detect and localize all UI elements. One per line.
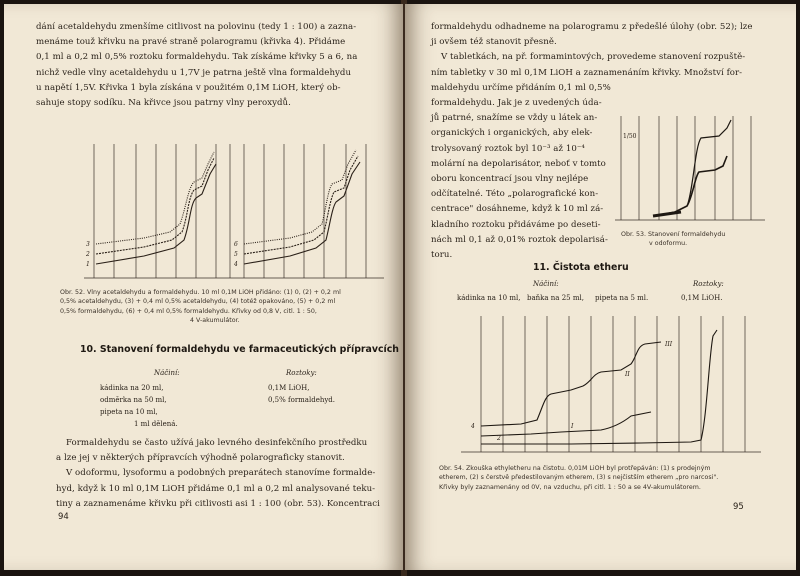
- solutions-label: Roztoky:: [693, 280, 724, 288]
- curve-label: 4: [471, 423, 475, 430]
- tool-item: kádinka na 10 ml,: [457, 294, 521, 302]
- text-line: ji ovšem též stanovit přesně.: [431, 37, 557, 48]
- text-line: centrace" dosáhneme, když k 10 ml zá-: [431, 204, 604, 215]
- tool-item: odměrka na 50 ml,: [100, 396, 167, 404]
- curve-label: III: [665, 341, 673, 348]
- solution-item: 0,1M LiOH,: [268, 384, 310, 392]
- text-line: maldehydu určíme přidáním 0,1 ml 0,5%: [431, 82, 611, 93]
- text-line: a lze jej v některých přípravcích výhodně polarograficky stanovit.: [56, 453, 345, 464]
- left-page: [4, 4, 403, 570]
- caption-line: 0,5% acetaldehydu, (3) + 0,4 ml 0,5% acetaldehydu, (4) totéž opakováno, (5) + 0,2 ml: [60, 298, 336, 306]
- curve-label: 2: [497, 435, 501, 442]
- caption-line: Obr. 52. Vlny acetaldehydu a formaldehydu. 10 ml 0,1M LiOH přidáno: (1) 0, (2) + 0,2 ml: [60, 289, 341, 296]
- text-line: nichž vedle vlny acetaldehydu u 1,7V je patrna ještě vlna formaldehydu: [36, 67, 352, 78]
- text-line: toru.: [431, 250, 453, 261]
- figure-53-sensitivity-label: 1/50: [623, 133, 637, 140]
- text-line: oboru koncentrací jsou vlny nejlépe: [431, 174, 589, 185]
- curve-label: I: [571, 423, 574, 430]
- tool-item: kádinka na 20 ml,: [100, 384, 164, 392]
- curve-label: 4: [234, 261, 238, 268]
- text-line: Formaldehydu se často užívá jako levného desinfekčního prostředku: [66, 438, 368, 448]
- page-number: 94: [58, 512, 69, 522]
- text-line: trolysovaný roztok byl 10⁻³ až 10⁻⁴: [431, 143, 585, 154]
- figure-52-polarogram: [84, 144, 384, 284]
- tools-label: Náčiní:: [154, 369, 180, 377]
- text-line: ním tabletky v 30 ml 0,1M LiOH a zaznamenáním křivky. Množství for-: [431, 67, 743, 78]
- text-line: u napětí 1,5V. Křivka 1 byla získána v použitém 0,1M LiOH, který ob-: [36, 82, 341, 93]
- caption-line: Křivky byly zaznamenány od 0V, na vzduchu, při citl. 1 : 50 a se 4V-akumulátorem.: [439, 483, 701, 491]
- text-line: V odoformu, lysoformu a podobných preparátech stanovíme formalde-: [66, 468, 376, 479]
- figure-53-polarogram: [615, 116, 765, 228]
- text-line: menáme touž křivku na pravé straně polarogramu (křivka 4). Přidáme: [36, 37, 346, 48]
- solutions-label: Roztoky:: [286, 369, 317, 377]
- text-line: formaldehydu odhadneme na polarogramu z předešlé úlohy (obr. 52); lze: [431, 22, 753, 32]
- caption-line: v odoformu.: [649, 240, 688, 248]
- figure-54-polarogram: [461, 316, 761, 458]
- curve-label: 3: [86, 241, 90, 248]
- paragraph-concentration: [431, 96, 608, 263]
- text-line: 0,1 ml a 0,2 ml 0,5% roztoku formaldehydu. Tak získáme křivky 5 a 6, na: [36, 52, 358, 63]
- curve-label: 5: [234, 251, 238, 258]
- section-heading-10: 10. Stanovení formaldehydu ve farmaceutických přípravcích: [80, 344, 399, 355]
- text-line: jů patrné, snažíme se vždy u látek an-: [431, 113, 598, 124]
- paragraph-estimate: [431, 20, 753, 96]
- caption-line: 4 V-akumulátor.: [190, 317, 240, 325]
- section-heading-11: 11. Čistota etheru: [533, 262, 629, 273]
- page-number: 95: [733, 502, 744, 512]
- curve-label: II: [625, 371, 630, 378]
- solution-item: 0,5% formaldehyd.: [268, 396, 336, 404]
- text-line: sahuje stopy sodíku. Na křivce jsou patrny vlny peroxydů.: [36, 98, 291, 109]
- text-line: dání acetaldehydu zmenšíme citlivost na polovinu (tedy 1 : 100) a zazna-: [36, 22, 357, 32]
- solution-item: 0,1M LiOH.: [681, 294, 723, 302]
- text-line: kladního roztoku přidáváme po deseti-: [431, 219, 601, 230]
- figure-54-caption: [439, 464, 718, 492]
- text-line: V tabletkách, na př. formamintových, provedeme stanovení rozpuště-: [441, 52, 746, 63]
- right-page: [405, 4, 796, 570]
- paragraph-formaldehyde: [56, 436, 380, 512]
- tool-item: 1 ml dělená.: [134, 420, 178, 428]
- text-line: hyd, když k 10 ml 0,1M LiOH přidáme 0,1 ml a 0,2 ml analysované teku-: [56, 483, 376, 494]
- figure-52-caption: [60, 288, 341, 326]
- paragraph-acetaldehyde: [36, 20, 357, 111]
- curve-label: 1: [86, 261, 90, 268]
- caption-line: 0,5% formaldehydu, (6) + 0,4 ml 0,5% formaldehydu. Křivky od 0,8 V, citl. 1 : 50,: [60, 307, 317, 315]
- curve-label: 2: [86, 251, 90, 258]
- text-line: organických i organických, aby elek-: [431, 128, 593, 139]
- text-line: tiny a zaznamenáme křivku při citlivosti asi 1 : 100 (obr. 53). Koncentraci: [56, 498, 380, 509]
- text-line: formaldehydu. Jak je z uvedených úda-: [431, 98, 602, 108]
- tool-item: pipeta na 5 ml.: [595, 294, 649, 302]
- caption-line: Obr. 54. Zkouška ethyletheru na čistotu. 0,01M LiOH byl protřepáván: (1) s prodejným: [439, 465, 711, 472]
- caption-line: Obr. 53. Stanovení formaldehydu: [621, 231, 726, 238]
- caption-line: etherem, (2) s čerstvě předestilovaným etherem, (3) s nejčistším etherem „pro narcosi".: [439, 474, 719, 482]
- tool-item: pipeta na 10 ml,: [100, 408, 158, 416]
- tools-label: Náčiní:: [533, 280, 559, 288]
- curve-label: 6: [234, 241, 238, 248]
- text-line: molární na depolarisátor, neboť v tomto: [431, 158, 606, 169]
- text-line: odčítatelné. Této „polarografické kon-: [431, 189, 599, 200]
- figure-53-caption: [621, 230, 725, 249]
- text-line: nách ml 0,1 až 0,01% roztok depolarisá-: [431, 234, 608, 245]
- tool-item: baňka na 25 ml,: [527, 294, 584, 302]
